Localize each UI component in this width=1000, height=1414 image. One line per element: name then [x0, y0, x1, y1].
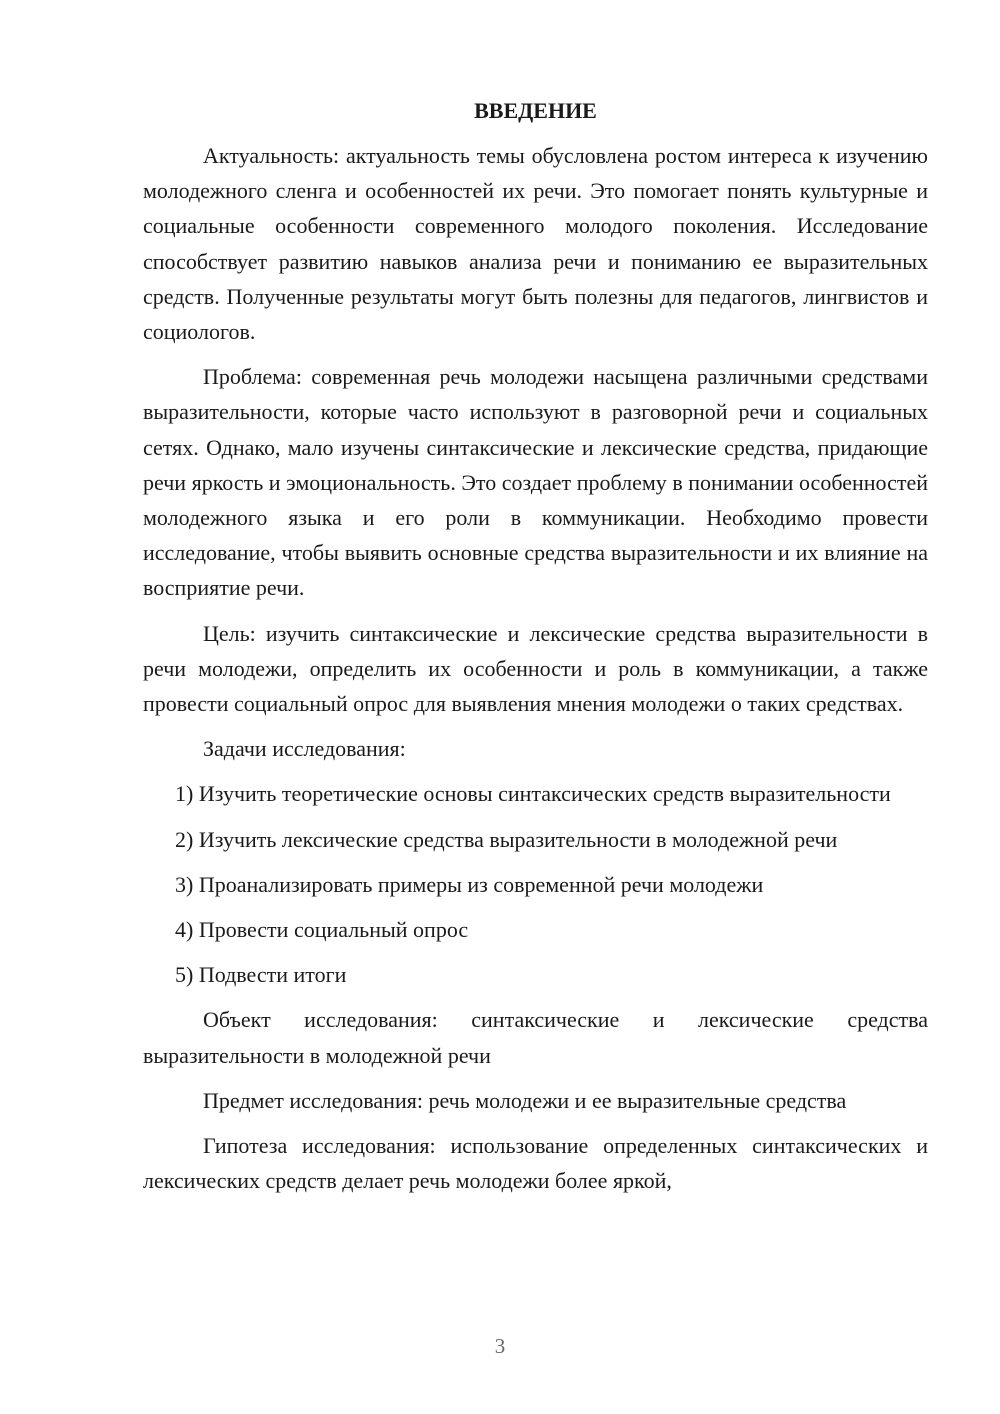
task-item-5: 5) Подвести итоги	[175, 962, 347, 988]
page-number: 3	[494, 1334, 506, 1358]
section-title: ВВЕДЕНИЕ	[474, 98, 597, 123]
task-item-2: 2) Изучить лексические средства выразительности в молодежной речи	[175, 826, 838, 852]
paragraph-problem: Проблема: современная речь молодежи насыщена различными средствами выразительности, которые часто используют в разговорной речи и социальных сетях. Однако, мало изучены синтаксические и лексические средства, придающие речи яркость и эмоциональность. Это создает проблему в понимании особенностей молодежного языка и его роли в коммуникации. Необходимо провести исследование, чтобы выявить основные средства выразительности и их влияние на восприятие речи.	[143, 364, 928, 601]
task-item-1: 1) Изучить теоретические основы синтаксических средств выразительности	[175, 781, 891, 807]
paragraph-tasks-heading: Задачи исследования:	[203, 736, 406, 762]
paragraph-subject: Предмет исследования: речь молодежи и ее выразительные средства	[203, 1087, 847, 1113]
paragraph-relevance: Актуальность: актуальность темы обусловлена ростом интереса к изучению молодежного сленга и особенностей их речи. Это помогает понять культурные и социальные особенности современного молодого поколения. Исследование способствует развитию навыков анализа речи и пониманию ее выразительных средств. Полученные результаты могут быть полезны для педагогов, лингвистов и социологов.	[143, 143, 928, 345]
paragraph-goal: Цель: изучить синтаксические и лексические средства выразительности в речи молодежи, определить их особенности и роль в коммуникации, а также провести социальный опрос для выявления мнения молодежи о таких средствах.	[143, 620, 928, 717]
document-page	[143, 93, 928, 1208]
task-item-4: 4) Провести социальный опрос	[175, 917, 469, 943]
paragraph-object: Объект исследования: синтаксические и лексические средства выразительности в молодежной речи	[143, 1007, 928, 1068]
paragraph-hypothesis: Гипотеза исследования: использование определенных синтаксических и лексических средств делает речь молодежи более яркой,	[143, 1133, 928, 1194]
task-item-3: 3) Проанализировать примеры из современной речи молодежи	[175, 871, 764, 897]
